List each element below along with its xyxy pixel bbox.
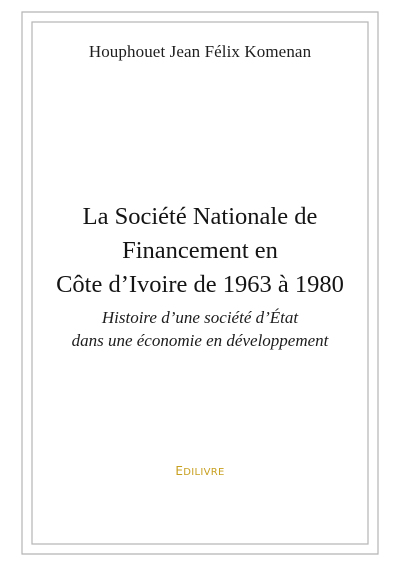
title-line: Financement en bbox=[122, 237, 278, 264]
title-line: Côte d’Ivoire de 1963 à 1980 bbox=[56, 271, 344, 298]
book-subtitle bbox=[30, 306, 370, 352]
publisher-name: DILIVRE bbox=[183, 467, 225, 478]
book-title bbox=[30, 200, 370, 302]
subtitle-line: Histoire d’une société d’État bbox=[101, 308, 299, 327]
subtitle-line: dans une économie en développement bbox=[71, 331, 329, 350]
publisher-logo bbox=[0, 464, 400, 478]
title-line: La Société Nationale de bbox=[82, 203, 318, 230]
publisher-initial: E bbox=[175, 464, 184, 478]
author-name: Houphouet Jean Félix Komenan bbox=[88, 42, 312, 61]
